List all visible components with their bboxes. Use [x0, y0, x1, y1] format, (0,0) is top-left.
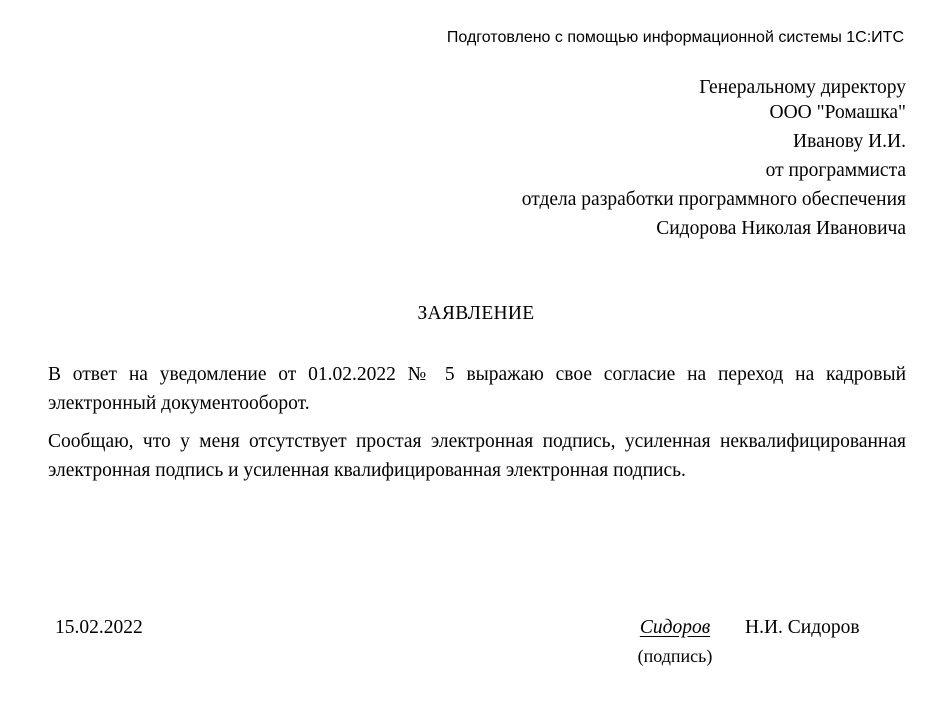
body-paragraph-signature-info: Сообщаю, что у меня отсутствует простая электронная подпись, усиленная неквалифицированная электронная подпись и усиленная квалифицированная электронная подпись. [48, 431, 906, 481]
body-paragraph-consent: В ответ на уведомление от 01.02.2022 № 5 выражаю свое согласие на переход на кадровый электронный документооборот. [48, 364, 906, 414]
addressee-company: ООО "Ромашка" [769, 102, 906, 123]
sender-department: отдела разработки программного обеспечения [521, 189, 906, 210]
signature-block [631, 616, 719, 667]
document-date: 15.02.2022 [55, 617, 143, 638]
sender-position: от программиста [765, 160, 906, 181]
signature: Сидоров [639, 617, 711, 638]
addressee-block [522, 73, 906, 243]
signer-name: Н.И. Сидоров [745, 617, 860, 638]
addressee-position: Генеральному директору [699, 77, 906, 98]
document-body [48, 360, 906, 494]
document-title: ЗАЯВЛЕНИЕ [417, 303, 535, 324]
sender-name: Сидорова Николая Ивановича [656, 218, 906, 239]
header-note: Подготовлено с помощью информационной системы 1С:ИТС [446, 29, 904, 46]
signature-caption: (подпись) [637, 646, 713, 666]
addressee-name: Иванову И.И. [793, 131, 906, 152]
